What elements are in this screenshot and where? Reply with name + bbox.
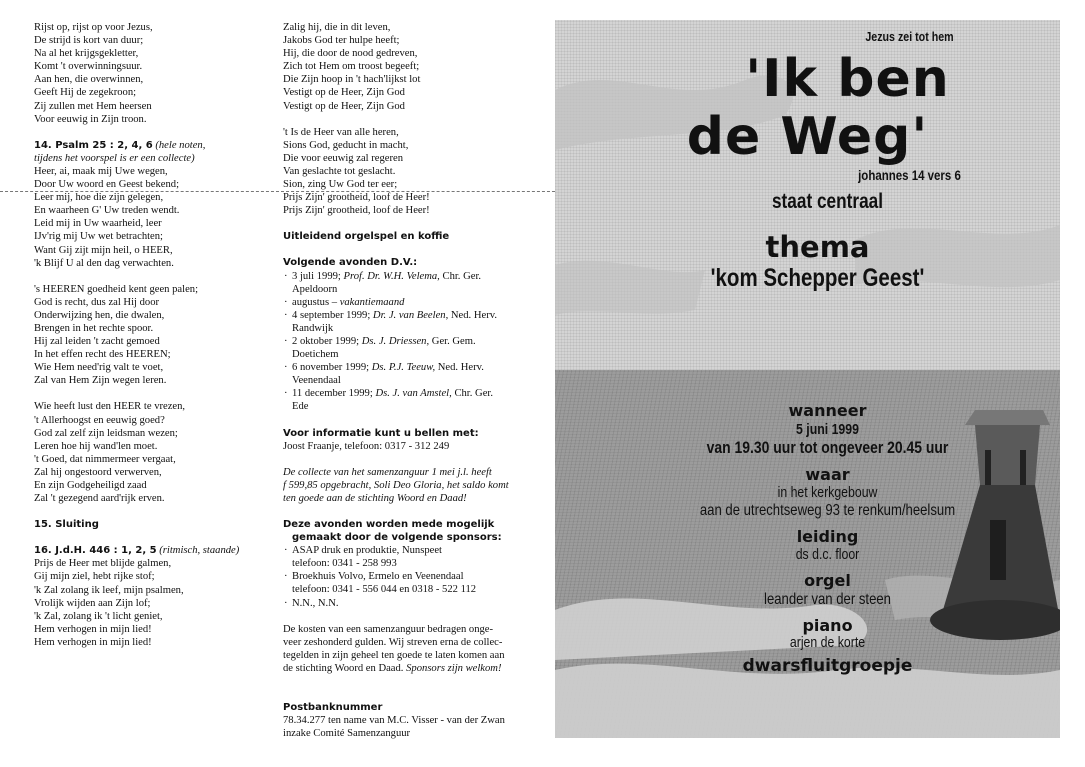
sponsors-heading: Deze avonden worden mede mogelijk — [283, 519, 495, 530]
lyric-line: Want Gij zijt mijn heil, o HEER, — [34, 244, 173, 256]
lyric-line: Zich tot Hem om troost begeeft; — [283, 61, 420, 73]
jdh-heading: 16. J.d.H. 446 : 1, 2, 5 (ritmisch, staande) — [34, 545, 240, 557]
event-time: van 19.30 uur tot ongeveer 20.45 uur — [706, 438, 949, 457]
leiding-label: leiding — [796, 527, 859, 546]
lyric-line: Onderwijzing hen, die dwalen, — [34, 309, 165, 321]
postbank-line: 78.34.277 ten name van M.C. Visser - van der Zwan — [283, 715, 505, 727]
lyric-line: Leren hoe hij wand'len moet. — [34, 440, 158, 452]
lyric-line: In het effen recht des HEEREN; — [34, 349, 171, 361]
lyric-line: Die voor eeuwig zal regeren — [283, 152, 404, 164]
lyric-line: 'k Zal zolang ik leef, mijn psalmen, — [34, 584, 184, 596]
stanza — [283, 126, 538, 218]
stanza — [34, 165, 264, 270]
lyric-line: Hij zal leiden 't zacht gemoed — [34, 336, 160, 348]
lyric-line: Sions God, geducht in macht, — [283, 139, 409, 151]
title-line-1: 'Ik ben — [745, 49, 950, 109]
lyric-line: Komt 't overwinningsuur. — [34, 61, 143, 73]
lyric-line: Prijs de Heer met blijde galmen, — [34, 558, 172, 570]
lyric-line: Prijs Zijn' grootheid, loof de Heer! — [283, 205, 430, 217]
event-date: 5 juni 1999 — [796, 421, 859, 438]
wanneer-label: wanneer — [788, 401, 867, 420]
lyric-line: Hij, die door de nood gedreven, — [283, 48, 418, 60]
lyric-line: 's HEEREN goedheid kent geen palen; — [34, 283, 199, 295]
lyric-line: Geeft Hij de zegekroon; — [34, 87, 137, 99]
orgel-heading: Uitleidend orgelspel en koffie — [283, 231, 450, 243]
list-item: · Broekhuis Volvo, Ermelo en Veenendaal telefoon: 0341 - 556 044 en 0318 - 522 112 — [292, 570, 538, 596]
stanza — [34, 557, 264, 649]
orgel-label: orgel — [804, 571, 851, 590]
stanza — [34, 283, 264, 388]
lyric-line: Leer mij, hoe die zijn gelegen, — [34, 192, 164, 204]
list-item: · N.N., N.N. — [292, 597, 538, 610]
lyric-line: Zal van Hem Zijn wegen leren. — [34, 375, 167, 387]
lyric-line: 't Is de Heer van alle heren, — [283, 126, 399, 138]
lyric-line: God zal zelf zijn leidsman wezen; — [34, 427, 178, 439]
lyric-line: Jakobs God ter hulpe heeft; — [283, 35, 400, 47]
sluiting-heading: 15. Sluiting — [34, 519, 99, 531]
dwarsfluit-text: dwarsfluitgroepje — [742, 656, 913, 676]
thema-text: 'kom Schepper Geest' — [710, 264, 925, 292]
lyric-line: Wie Hem need'rig valt te voet, — [34, 362, 164, 374]
list-item: · ASAP druk en produktie, Nunspeet telefoon: 0341 - 258 993 — [292, 544, 538, 570]
lyric-line: 'k Blijf U al den dag verwachten. — [34, 257, 174, 269]
stanza — [34, 21, 264, 126]
lyric-line: Die Zijn hoop in 't hach'lijkst lot — [283, 74, 421, 86]
intro-text: Jezus zei tot hem — [865, 29, 954, 44]
piano-label: piano — [802, 616, 853, 635]
sponsors-list — [283, 544, 538, 609]
list-item: · 11 december 1999; Ds. J. van Amstel, Chr. Ger. Ede — [292, 387, 538, 413]
left-column — [34, 21, 264, 649]
list-item: · 3 juli 1999; Prof. Dr. W.H. Velema, Chr. Ger. Apeldoorn — [292, 270, 538, 296]
kosten-paragraph: De kosten van een samenzanguur bedragen onge- veer zeshonderd gulden. Wij streven erna de collec- tegelden in zijn geheel ten goede te laten komen aan de stichting Woord en Daad. Sponsors zijn welkom! — [283, 623, 505, 674]
list-item: · 2 oktober 1999; Ds. J. Driessen, Ger. Gem. Doetichem — [292, 335, 538, 361]
lyric-line: En zijn Godgeheiligd zaad — [34, 480, 147, 491]
bible-reference: johannes 14 vers 6 — [858, 167, 961, 183]
avonden-list — [283, 270, 538, 414]
lyric-line: Aan hen, die overwinnen, — [34, 74, 144, 86]
stanza — [283, 21, 538, 113]
lyric-line: Prijs Zijn' grootheid, loof de Heer! — [283, 192, 430, 204]
sponsors-heading-cont: gemaakt door de volgende sponsors: — [292, 532, 502, 544]
leiding-name: ds d.c. floor — [795, 546, 860, 563]
waar-label: waar — [805, 465, 850, 484]
psalm-note: tijdens het voorspel is er een collecte) — [34, 152, 195, 164]
lyric-line: Wie heeft lust den HEER te vrezen, — [34, 401, 186, 413]
lyric-line: Zal 't gezegend aard'rijk erven. — [34, 493, 165, 505]
list-item: · augustus – vakantiemaand — [292, 296, 538, 309]
lyric-line: Vestigt op de Heer, Zijn God — [283, 100, 405, 112]
lyric-line: 't Allerhoogst en eeuwig goed? — [34, 414, 165, 426]
lyric-line: 'k Zal, zolang ik 't licht geniet, — [34, 610, 163, 622]
cover-poster — [555, 20, 1060, 738]
lyric-line: Hem verhogen in mijn lied! — [34, 623, 152, 635]
thema-label: thema — [765, 230, 870, 264]
lyric-line: Rijst op, rijst op voor Jezus, — [34, 22, 153, 33]
lyric-line: Van geslachte tot geslacht. — [283, 165, 396, 177]
lyric-line: Hem verhogen in mijn lied! — [34, 636, 152, 648]
list-item: · 4 september 1999; Dr. J. van Beelen, Ned. Herv. Randwijk — [292, 309, 538, 335]
location-line-1: in het kerkgebouw — [777, 484, 878, 501]
postbank-heading: Postbanknummer — [283, 702, 383, 714]
lyric-line: De strijd is kort van duur; — [34, 35, 144, 47]
lyric-line: Na al het krijgsgekletter, — [34, 48, 139, 60]
lyric-line: Brengen in het rechte spoor. — [34, 322, 154, 334]
postbank-line: inzake Comité Samenzanguur — [283, 728, 411, 740]
lyric-line: Heer, ai, maak mij Uwe wegen, — [34, 165, 168, 177]
lyric-line: God is recht, dus zal Hij door — [34, 296, 160, 308]
piano-name: arjen de korte — [789, 634, 866, 651]
list-item: · 6 november 1999; Ds. P.J. Teeuw, Ned. Herv. Veenendaal — [292, 361, 538, 387]
info-heading: Voor informatie kunt u bellen met: — [283, 427, 479, 439]
lyric-line: Vrolijk wijden aan Zijn lof; — [34, 597, 151, 609]
staat-centraal: staat centraal — [771, 190, 884, 213]
lyric-line: Zal hij ongestoord verwerven, — [34, 466, 162, 478]
stanza — [34, 400, 264, 505]
lyric-line: Leid mij in Uw waarheid, leer — [34, 218, 162, 230]
lyric-line: 't Goed, dat nimmermeer vergaat, — [34, 453, 176, 465]
orgel-name: leander van der steen — [764, 591, 891, 608]
info-line: Joost Fraanje, telefoon: 0317 - 312 249 — [283, 440, 450, 452]
lyric-line: Sion, zing Uw God ter eer; — [283, 179, 398, 191]
title-line-2: de Weg' — [686, 107, 929, 167]
lyric-line: Vestigt op de Heer, Zijn God — [283, 87, 405, 99]
lyric-line: Zalig hij, die in dit leven, — [283, 22, 391, 33]
collecte-note: De collecte van het samenzanguur 1 mei j.l. heeft f 599,85 opgebracht, Soli Deo Gloria, het saldo komt ten goede aan de stichting Woord en Daad! — [283, 466, 509, 504]
location-line-2: aan de utrechtseweg 93 te renkum/heelsum — [699, 502, 956, 519]
lyric-line: En waarheen G' Uw treden wendt. — [34, 205, 180, 217]
lyric-line: Gij mijn ziel, hebt rijke stof; — [34, 571, 155, 583]
lyric-line: Zij zullen met Hem heersen — [34, 100, 152, 112]
lyric-line: IJv'rig mij Uw wet betrachten; — [34, 231, 163, 243]
lyric-line: Voor eeuwig in Zijn troon. — [34, 113, 147, 125]
middle-column — [283, 21, 538, 740]
psalm-heading: 14. Psalm 25 : 2, 4, 6 (hele noten, — [34, 139, 206, 151]
avonden-heading: Volgende avonden D.V.: — [283, 257, 418, 269]
lyric-line: Door Uw woord en Geest bekend; — [34, 179, 180, 191]
